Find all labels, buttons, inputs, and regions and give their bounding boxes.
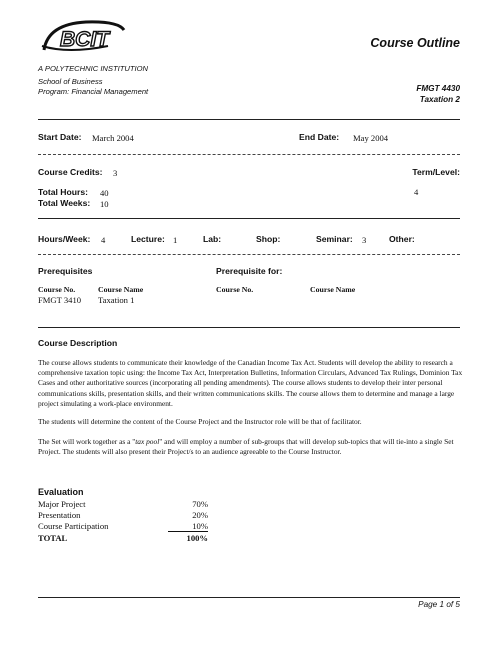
term-level-label: Term/Level: (412, 167, 460, 177)
description-paragraph-1: The course allows students to communicate their knowledge of the Canadian Income Tax Act. Students will develop the ability to research a comprehensive taxation topic using: the Income Tax Act, Interpretation Bulletins, Information Circulars, Advanced Tax Rulings, Dominion Tax Cases and other authoritative sources (incorporating all pending amendments). The course allows students to develop their inter personal communications skills, presentation skills, and their written communications skills. The course allows them to determine and manage a large project simulating a work-place environment. (38, 358, 463, 408)
tax-pool-term: tax pool (135, 437, 160, 446)
other-label: Other: (389, 234, 415, 244)
total-weeks-label: Total Weeks: (38, 198, 91, 208)
start-date-label: Start Date: (38, 132, 82, 142)
footer-divider (38, 597, 460, 598)
description-paragraph-3-start: The Set will work together as a " (38, 437, 136, 446)
evaluation-item-pct: 20% (192, 510, 208, 520)
school-name: School of Business (38, 77, 103, 86)
prereq-for-col-course-name: Course Name (310, 285, 356, 294)
divider (38, 218, 460, 219)
bcit-logo-graphic (38, 16, 128, 56)
shop-label: Shop: (256, 234, 281, 244)
course-title: Taxation 2 (419, 95, 460, 104)
prereq-for-col-course-no: Course No. (216, 285, 254, 294)
doc-type-title: Course Outline (370, 36, 460, 50)
page-number: Page 1 of 5 (418, 600, 460, 609)
evaluation-total-row (38, 533, 208, 544)
seminar-value: 3 (362, 235, 367, 245)
evaluation-item-name: Presentation (38, 510, 81, 520)
hours-week-label: Hours/Week: (38, 234, 91, 244)
evaluation-heading: Evaluation (38, 487, 84, 497)
evaluation-item-pct: 70% (192, 499, 208, 509)
hours-week-value: 4 (101, 235, 106, 245)
dashed-divider (38, 154, 460, 155)
seminar-label: Seminar: (316, 234, 353, 244)
bcit-logo (38, 16, 128, 56)
divider (38, 119, 460, 120)
description-paragraph-3 (38, 437, 466, 457)
total-weeks-value: 10 (100, 199, 109, 209)
evaluation-row (38, 510, 208, 521)
institution-tagline: A POLYTECHNIC INSTITUTION (38, 64, 148, 73)
prereq-row-course-no: FMGT 3410 (38, 295, 82, 305)
prereq-col-course-no: Course No. (38, 285, 76, 294)
evaluation-row (38, 499, 208, 510)
dashed-divider (38, 254, 460, 255)
program-name: Program: Financial Management (38, 87, 149, 96)
course-credits-label: Course Credits: (38, 167, 103, 177)
prereq-col-course-name: Course Name (98, 285, 144, 294)
logo-text: BCIT (60, 28, 109, 51)
prereq-row-course-name: Taxation 1 (98, 295, 135, 305)
course-description-heading: Course Description (38, 338, 118, 348)
total-hours-value: 40 (100, 188, 109, 198)
divider (38, 327, 460, 328)
evaluation-item-name: Course Participation (38, 521, 109, 531)
end-date-value: May 2004 (353, 133, 389, 143)
total-hours-label: Total Hours: (38, 187, 88, 197)
description-paragraph-3-end: " and will employ a number of sub-groups that will develop sub-topics that will tie-into a single Set Project. The students will also present their Project/s to an audience agreeable to the Course Instructor. (38, 437, 454, 457)
start-date-value: March 2004 (92, 133, 134, 143)
lab-label: Lab: (203, 234, 222, 244)
description-paragraph-2: The students will determine the content of the Course Project and the Instructor role will be that of facilitator. (38, 417, 362, 426)
total-underline (168, 531, 208, 532)
evaluation-total-label: TOTAL (38, 533, 68, 543)
lecture-label: Lecture: (131, 234, 165, 244)
lecture-value: 1 (173, 235, 178, 245)
term-level-value: 4 (414, 187, 419, 197)
evaluation-total-value: 100% (186, 533, 208, 543)
evaluation-item-pct: 10% (192, 521, 208, 531)
prerequisite-for-heading: Prerequisite for: (216, 266, 283, 276)
end-date-label: End Date: (299, 132, 340, 142)
course-credits-value: 3 (113, 168, 118, 178)
course-code: FMGT 4430 (416, 84, 460, 93)
prerequisites-heading: Prerequisites (38, 266, 93, 276)
evaluation-item-name: Major Project (38, 499, 86, 509)
